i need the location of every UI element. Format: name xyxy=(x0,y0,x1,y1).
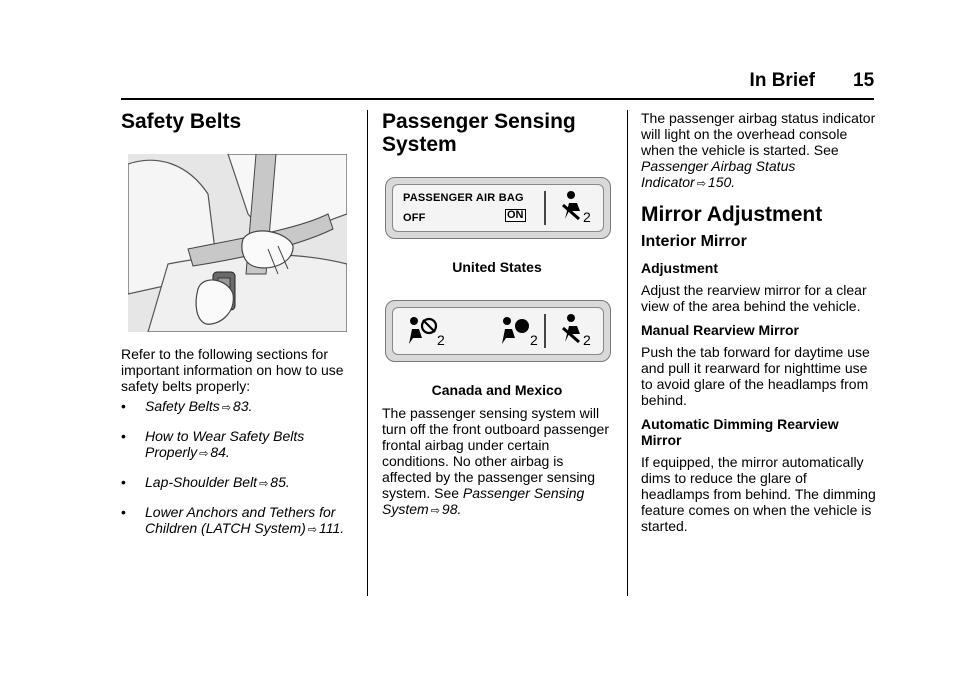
link-lap-shoulder-belt[interactable]: Lap-Shoulder Belt xyxy=(145,474,258,490)
passenger-air-bag-label: PASSENGER AIR BAG xyxy=(403,192,524,204)
list-item xyxy=(121,428,361,462)
icon-number: 2 xyxy=(530,332,538,348)
safety-belts-intro: Refer to the following sections for important information on how to use safety belts properly: xyxy=(121,346,344,394)
seatbelt-icon xyxy=(559,312,585,348)
page-ref-arrow-icon: ⇨ xyxy=(259,478,269,490)
column-divider-right xyxy=(627,110,628,596)
list-item xyxy=(121,504,361,538)
safety-belts-title: Safety Belts xyxy=(121,110,242,133)
header-rule xyxy=(121,98,874,100)
canada-indicator-face xyxy=(392,307,604,355)
canada-caption: Canada and Mexico xyxy=(431,382,563,398)
icon-number: 2 xyxy=(437,332,445,348)
bullet-dot: • xyxy=(121,474,126,490)
page-ref[interactable]: 85. xyxy=(270,474,290,490)
adjustment-heading: Adjustment xyxy=(641,260,718,276)
safety-belts-list xyxy=(121,398,361,538)
page-ref-arrow-icon: ⇨ xyxy=(696,178,706,190)
seatbelt-icon xyxy=(559,189,585,225)
page-number: 15 xyxy=(853,70,875,91)
list-item xyxy=(121,474,361,492)
us-indicator-face xyxy=(392,184,604,232)
icon-number: 2 xyxy=(583,209,591,225)
page-ref[interactable]: 150. xyxy=(707,174,736,190)
on-label: ON xyxy=(507,209,524,221)
interior-mirror-title: Interior Mirror xyxy=(641,233,747,250)
auto-dimming-text: If equipped, the mirror automatically dims to reduce the glare of headlamps from behind. The dimming feature comes on when the vehicle is started. xyxy=(641,454,876,534)
off-label: OFF xyxy=(403,212,426,224)
body-text: The passenger sensing system will turn off the front outboard passenger frontal airbag under certain conditions. No other airbag is affected by the passenger sensing system. See xyxy=(382,405,610,501)
page-ref-arrow-icon: ⇨ xyxy=(199,448,209,460)
airbag-off-icon xyxy=(405,314,439,348)
page-ref-arrow-icon: ⇨ xyxy=(430,505,440,517)
passenger-sensing-body xyxy=(382,405,614,519)
us-caption: United States xyxy=(452,259,542,275)
link-latch-system[interactable]: Lower Anchors and Tethers for Children (LATCH System) xyxy=(145,504,336,536)
bullet-dot: • xyxy=(121,398,126,414)
link-airbag-status-indicator[interactable]: Passenger Airbag Status Indicator xyxy=(641,158,796,190)
title-line-1: Passenger Sensing xyxy=(382,110,576,133)
panel-divider xyxy=(544,191,546,225)
icon-number: 2 xyxy=(583,332,591,348)
page-ref[interactable]: 84. xyxy=(210,444,230,460)
page-ref-arrow-icon: ⇨ xyxy=(307,524,317,536)
safety-belt-illustration xyxy=(128,154,347,332)
link-safety-belts[interactable]: Safety Belts xyxy=(145,398,220,414)
manual-mirror-heading: Manual Rearview Mirror xyxy=(641,322,799,338)
auto-dimming-heading: Automatic Dimming Rearview Mirror xyxy=(641,416,839,448)
canada-indicator-panel xyxy=(385,300,611,362)
belt-buckle-drawing xyxy=(128,154,347,332)
status-body: The passenger airbag status indicator will light on the overhead console when the vehicle is started. See xyxy=(641,110,876,158)
link-passenger-sensing-system[interactable]: Passenger Sensing System xyxy=(382,485,585,517)
adjustment-text: Adjust the rearview mirror for a clear view of the area behind the vehicle. xyxy=(641,282,867,314)
panel-divider xyxy=(544,314,546,348)
airbag-on-icon xyxy=(498,314,532,348)
section-title: In Brief xyxy=(749,70,815,91)
manual-mirror-text: Push the tab forward for daytime use and pull it rearward for nighttime use to avoid glare of the headlamps from behind. xyxy=(641,344,870,408)
mirror-adjustment-title: Mirror Adjustment xyxy=(641,203,823,226)
column-divider-left xyxy=(367,110,368,596)
us-indicator-panel xyxy=(385,177,611,239)
page-ref[interactable]: 98. xyxy=(441,501,462,517)
page-ref[interactable]: 83. xyxy=(232,398,253,414)
list-item xyxy=(121,398,361,416)
page-ref[interactable]: 111. xyxy=(319,520,345,536)
bullet-dot: • xyxy=(121,428,126,444)
title-line-2: System xyxy=(382,133,457,156)
status-indicator-text xyxy=(641,110,879,192)
page-ref-arrow-icon: ⇨ xyxy=(221,402,231,414)
passenger-sensing-title xyxy=(382,110,576,156)
link-how-to-wear[interactable]: How to Wear Safety Belts Properly xyxy=(145,428,305,460)
bullet-dot: • xyxy=(121,504,126,520)
